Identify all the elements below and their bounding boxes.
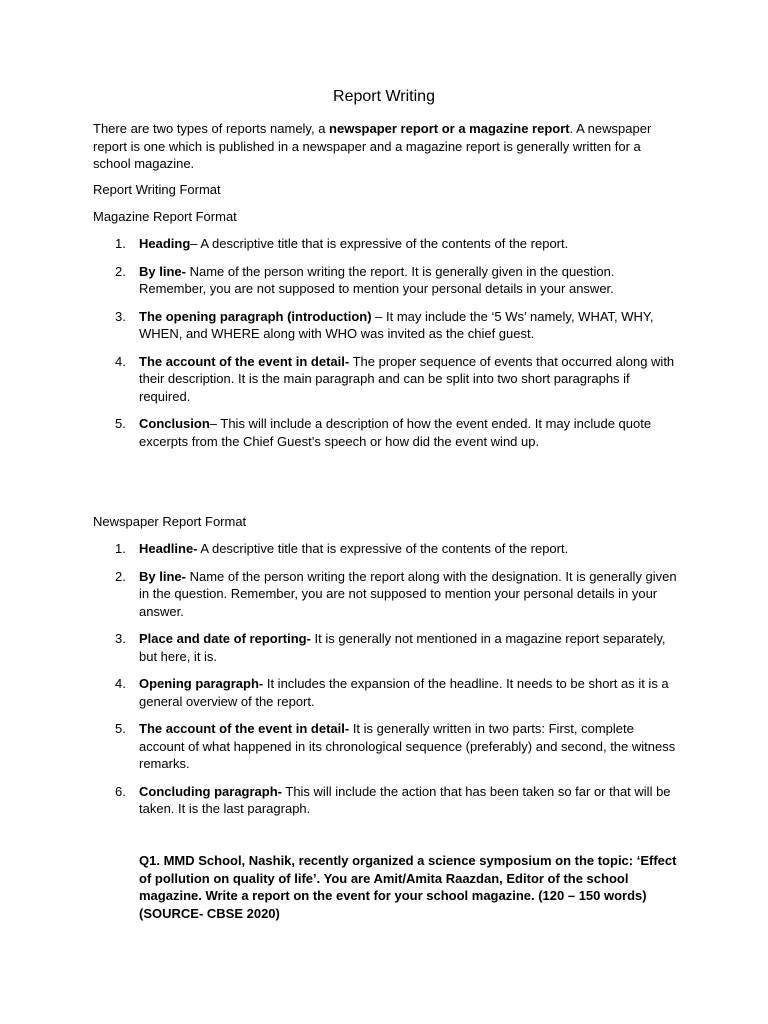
- list-item: [93, 675, 678, 710]
- question-text: Q1. MMD School, Nashik, recently organized a science symposium on the topic: ‘Effect of pollution on quality of life’. You are Amit/Amita Raazdan, Editor of the school magazine. Write a report on the event for your school magazine. (120 – 150 words): [139, 853, 677, 903]
- magazine-format-list: [93, 235, 678, 460]
- intro-text-bold: newspaper report or a magazine report: [329, 121, 570, 136]
- item-term: Heading: [139, 236, 191, 251]
- intro-paragraph: [93, 120, 678, 173]
- question-block: [139, 852, 679, 922]
- item-description: It is generally written in two parts: First, complete account of what happened in its chronological sequence (preferably) and second, the witness remarks.: [139, 721, 676, 771]
- item-description: – It may include the ‘5 Ws’ namely, WHAT, WHY, WHEN, and WHERE along with WHO was invited as the chief guest.: [139, 308, 654, 341]
- list-item: [93, 353, 678, 406]
- item-number: 3.: [115, 308, 126, 324]
- list-item: [93, 783, 678, 818]
- item-number: 1.: [115, 541, 126, 556]
- list-item: [93, 540, 678, 558]
- item-number: 3.: [115, 631, 126, 646]
- item-term: By line-: [139, 568, 186, 584]
- item-term: The opening paragraph (introduction): [139, 308, 372, 324]
- intro-text-post: . A newspaper report is one which is published in a newspaper and a magazine report is generally written for a school magazine.: [93, 121, 652, 171]
- item-description: It is generally not mentioned in a magazine report separately, but here, it is.: [139, 631, 666, 664]
- list-item: [93, 720, 678, 773]
- item-term: Conclusion: [139, 416, 210, 431]
- list-item: [93, 263, 678, 298]
- item-term: The account of the event in detail-: [139, 721, 350, 736]
- list-item: [93, 235, 678, 253]
- question-source: (SOURCE- CBSE 2020): [139, 905, 280, 921]
- item-number: 4.: [115, 353, 126, 369]
- magazine-heading: Magazine Report Format: [93, 209, 237, 224]
- item-number: 4.: [115, 676, 126, 691]
- list-item: [93, 415, 678, 450]
- item-number: 2.: [115, 568, 126, 584]
- item-number: 6.: [115, 783, 126, 799]
- item-description: – A descriptive title that is expressive of the contents of the report.: [190, 236, 569, 251]
- item-number: 5.: [115, 416, 126, 431]
- item-number: 5.: [115, 721, 126, 736]
- item-description: – This will include a description of how the event ended. It may include quote excerpts from the Chief Guest’s speech or how did the event wind up.: [139, 416, 652, 449]
- item-description: It includes the expansion of the headline. It needs to be short as it is a general overview of the report.: [139, 676, 669, 709]
- item-description: Name of the person writing the report along with the designation. It is generally given in the question. Remember, you are not supposed to mention your personal details in your answer.: [139, 568, 677, 619]
- item-number: 2.: [115, 263, 126, 279]
- format-heading: Report Writing Format: [93, 182, 221, 197]
- item-description: Name of the person writing the report. It is generally given in the question. Remember, you are not supposed to mention your personal details in your answer.: [139, 263, 615, 296]
- item-term: The account of the event in detail-: [139, 353, 350, 369]
- list-item: [93, 568, 678, 621]
- newspaper-heading: Newspaper Report Format: [93, 514, 247, 529]
- item-term: Headline-: [139, 541, 198, 556]
- page-title: Report Writing: [333, 88, 435, 105]
- item-term: Place and date of reporting-: [139, 631, 311, 646]
- item-description: A descriptive title that is expressive of the contents of the report.: [197, 541, 569, 556]
- list-item: [93, 308, 678, 343]
- list-item: [93, 630, 678, 665]
- item-number: 1.: [115, 236, 126, 251]
- item-description: This will include the action that has been taken so far or that will be taken. It is the last paragraph.: [139, 783, 671, 816]
- intro-text-pre: There are two types of reports namely, a: [93, 121, 330, 136]
- newspaper-format-list: [93, 540, 678, 828]
- item-term: Opening paragraph-: [139, 676, 264, 691]
- item-term: Concluding paragraph-: [139, 783, 282, 799]
- item-term: By line-: [139, 263, 186, 279]
- item-description: The proper sequence of events that occurred along with their description. It is the main paragraph and can be split into two short paragraphs if required.: [139, 353, 675, 404]
